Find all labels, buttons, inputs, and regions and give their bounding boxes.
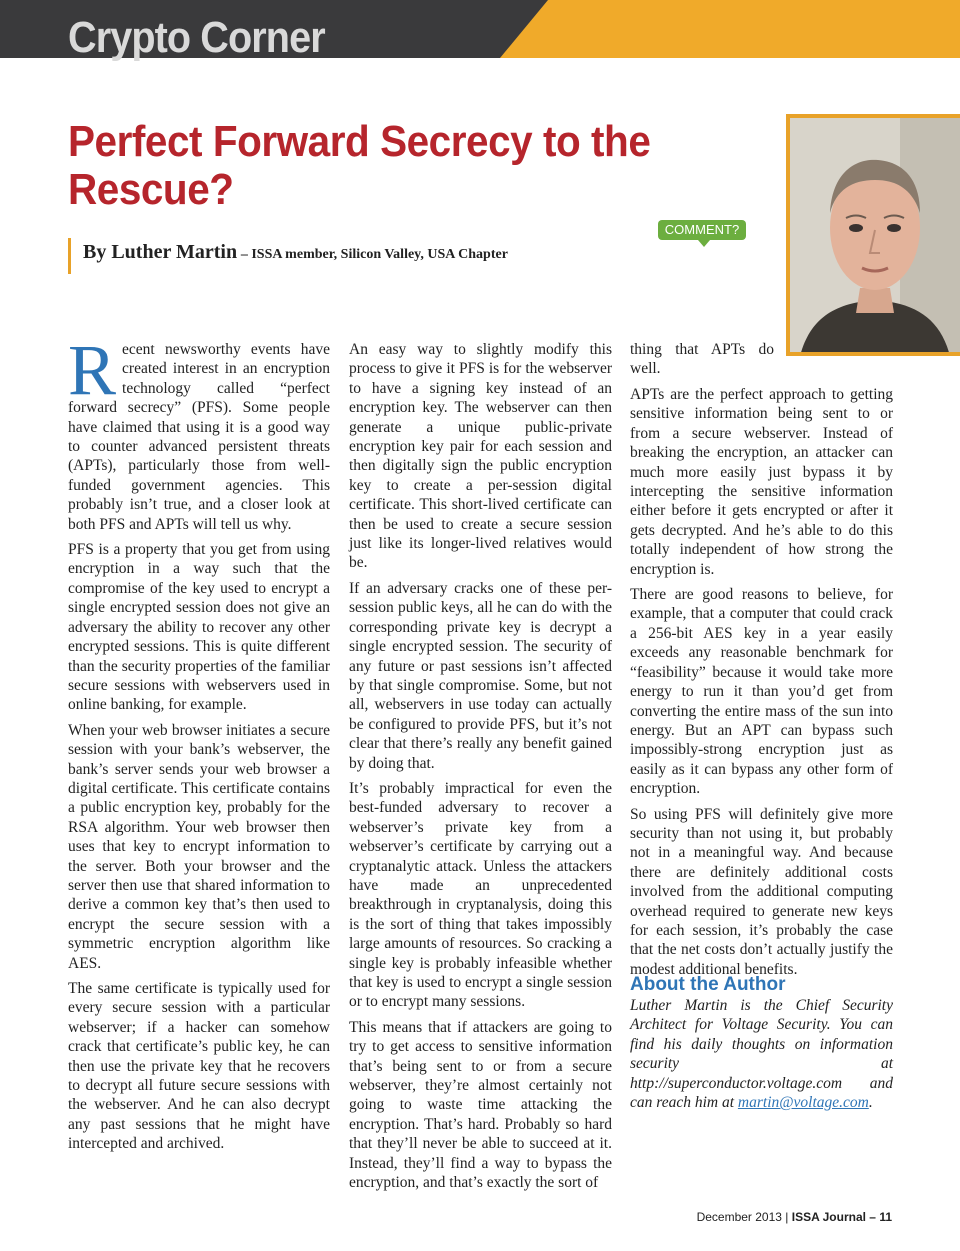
author-affiliation: – ISSA member, Silicon Valley, USA Chapter	[240, 247, 508, 262]
article-title: Perfect Forward Secrecy to the Rescue?	[68, 117, 651, 214]
paragraph: APTs are the perfect approach to getting sensitive information being sent to or from a secure webserver. Instead of breaking the encryption, an attacker can much more easily just bypass it by intercepting the sensitive information either before it gets encrypted or after it gets decrypted. And he’s able to do this totally independent of how strong the encryption is.	[630, 386, 893, 578]
author-photo	[786, 114, 960, 356]
article-column-3-top	[630, 340, 774, 385]
drop-cap: R	[68, 330, 117, 410]
paragraph: So using PFS will definitely give more security than not using it, but probably not in a meaningful way. And because there are definitely additional costs involved from the additional computing overhead required to generate new keys for each session, it’s probably the case that the net costs don’t actually justify the modest additional benefits.	[630, 805, 893, 978]
about-end: .	[868, 1094, 873, 1112]
page-footer	[697, 1210, 892, 1224]
about-text	[630, 996, 893, 1112]
about-heading: About the Author	[630, 974, 786, 995]
section-title: Crypto Corner	[68, 13, 325, 62]
paragraph: An easy way to slightly modify this process to give it PFS is for the webserver to have a signing key instead of an encryption key. The webserver can then generate a unique public-private encryption key pair for each session and then digitally sign the public encryption key to create a per-session digital certificate. This short-lived certificate can then be used to create a secure session just like its longer-lived relatives would be.	[349, 341, 612, 572]
paragraph: It’s probably impractical for even the best-funded adversary to recover a webserver’s private key from a webserver’s certificate by carrying out a cryptanalytic attack. Unless the attackers have made an unprecedented breakthrough in cryptanalysis, doing this is the sort of thing that takes impossibly large amounts of resources. So cracking a single key is probably infeasible whether that key is used to encrypt a single session or to encrypt many sessions.	[349, 779, 612, 1011]
paragraph: This means that if attackers are going to try to get access to sensitive information that’s being sent to or from a secure webserver, they’re almost certainly not going to waste time attacking the encryption. That’s hard. Probably so hard that they’ll never be able to succeed at it. Instead, they’ll find a way to bypass the encryption, and that’s exactly the sort of	[349, 1018, 612, 1192]
paragraph: There are good reasons to believe, for example, that a computer that could crack a 256-bit AES key in a year easily exceeds any reasonable benchmark for “feasibility” because it would take more energy to run it than you’d get from converting the entire mass of the sun into energy. But an APT can bypass such impossibly-strong encryption just as easily as it can bypass any other form of encryption.	[630, 586, 893, 798]
banner-gold-band	[500, 0, 960, 58]
footer-journal: ISSA Journal – 11	[791, 1210, 892, 1224]
byline	[68, 238, 508, 274]
article-column-2	[349, 340, 612, 1198]
header-banner	[0, 0, 960, 62]
paragraph: thing that APTs do well.	[630, 341, 774, 378]
paragraph-text: ecent newsworthy events have created interest in an encryption technology called “perfect forward secrecy” (PFS). Some people have claimed that using it is a good way to counter advanced persistent threats (APTs), particularly those from well-funded government agencies. This probably isn’t true, and a closer look at both PFS and APTs will tell us why.	[68, 341, 330, 533]
article-column-3	[630, 385, 893, 985]
paragraph: PFS is a property that you get from using encryption in a way such that the compromise of the key used to encrypt a single encrypted session does not give an adversary the ability to recover any other encrypted sessions. This is quite different than the security properties of the familiar secure sessions with webservers used in online banking, for example.	[68, 541, 330, 714]
footer-date: December 2013 |	[696, 1210, 792, 1224]
author-email-link[interactable]: martin@voltage.com	[737, 1094, 869, 1112]
author-portrait-icon	[790, 118, 960, 356]
paragraph: If an adversary cracks one of these per-session public keys, all he can do with the corresponding private key is decrypt a single encrypted session. The security of any future or past sessions isn’t affected by that single compromise. Some, but not all, webservers in use today can actually be configured to provide PFS, but it’s not clear that there’s really any benefit gained by doing that.	[349, 579, 612, 772]
comment-button[interactable]: COMMENT?	[658, 220, 746, 240]
article-column-1	[68, 330, 330, 1160]
paragraph: The same certificate is typically used for every secure session with a particular webserver; if a hacker can somehow crack that certificate’s public key, he can then use the private key that he recovers to decrypt all future secure sessions with the webserver. And he can also decrypt any past sessions that he might have intercepted and archived.	[68, 980, 330, 1153]
paragraph: When your web browser initiates a secure session with your bank’s webserver, the bank’s server sends your web browser a digital certificate. This certificate contains a public encryption key, probably for the RSA algorithm. Your web browser then uses that key to encrypt information to the server. Both your browser and the server then use that shared information to derive a common key that’s then used to encrypt the secure session with a symmetric encryption algorithm like AES.	[68, 721, 330, 972]
paragraph	[68, 330, 330, 534]
author-name: By Luther Martin	[83, 241, 238, 263]
about-body: Luther Martin is the Chief Security Architect for Voltage Security. You can find his daily thoughts on information security at http://superconductor.voltage.com and can reach him at	[630, 997, 893, 1112]
